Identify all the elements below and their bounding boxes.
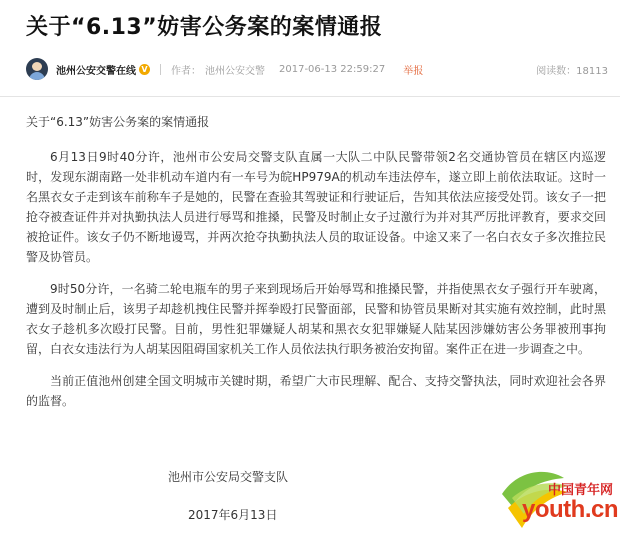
article-body bbox=[26, 113, 612, 411]
article-paragraph: 6月13日9时40分许，池州市公安局交警支队直属一大队二中队民警带领2名交通协管员在辖区内巡逻时，发现东湖南路一处非机动车道内有一车号为皖HP979A的机动车违法停车，遂立即上前依法取证。这时一名黑衣女子走到该车前称车子是她的，民警在查验其驾驶证和行驶证后，告知其依法应接受处罚。该女子一把抢夺被查证件并对执勤执法人员进行辱骂和推搡，民警及时制止女子过激行为并对其严厉批评教育，要求交回被抢证件。该女子仍不断地谩骂，并两次抢夺执勤执法人员的取证设备。中途又来了一名白衣女子多次推拉民警及协管员。 bbox=[26, 150, 606, 264]
article-signature: 池州市公安局交警支队 bbox=[168, 470, 289, 484]
page-title: 关于“6.13”妨害公务案的案情通报 bbox=[26, 15, 383, 40]
author-name: 池州公安交警 bbox=[205, 65, 265, 77]
article-meta-bar bbox=[26, 56, 608, 82]
watermark-cn-text: 中国青年网 bbox=[548, 483, 614, 498]
verified-icon: V bbox=[139, 64, 150, 75]
meta-divider bbox=[160, 64, 161, 75]
article-paragraph: 当前正值池州创建全国文明城市关键时期，希望广大市民理解、配合、支持交警执法，同时欢迎社会各界的监督。 bbox=[26, 374, 606, 408]
account-name-link[interactable]: 池州公安交警在线 bbox=[56, 65, 136, 77]
article-signature-date: 2017年6月13日 bbox=[188, 508, 278, 522]
header-divider bbox=[0, 96, 620, 97]
publish-timestamp: 2017-06-13 22:59:27 bbox=[279, 63, 386, 75]
article-paragraph: 9时50分许，一名骑二轮电瓶车的男子来到现场后开始辱骂和推搡民警，并指使黑衣女子强行开车驶离，遭到及时制止后，该男子却趁机拽住民警并挥拳殴打民警面部，民警和协管员果断对其实施有效控制，此时黑衣女子趁机多次殴打民警。目前，男性犯罪嫌疑人胡某和黑衣女犯罪嫌疑人陆某因涉嫌妨害公务罪被刑事拘留，白衣女违法行为人胡某因阻碍国家机关工作人员依法执行职务被治安拘留。案件正在进一步调查之中。 bbox=[26, 282, 606, 356]
author-label: 作者： bbox=[171, 65, 201, 77]
avatar[interactable] bbox=[26, 58, 48, 80]
article-heading: 关于“6.13”妨害公务案的案情通报 bbox=[26, 115, 210, 129]
read-count: 阅读数：18113 bbox=[536, 65, 608, 77]
watermark-en-text: youth.cn bbox=[522, 496, 618, 523]
report-link[interactable]: 举报 bbox=[403, 65, 424, 77]
